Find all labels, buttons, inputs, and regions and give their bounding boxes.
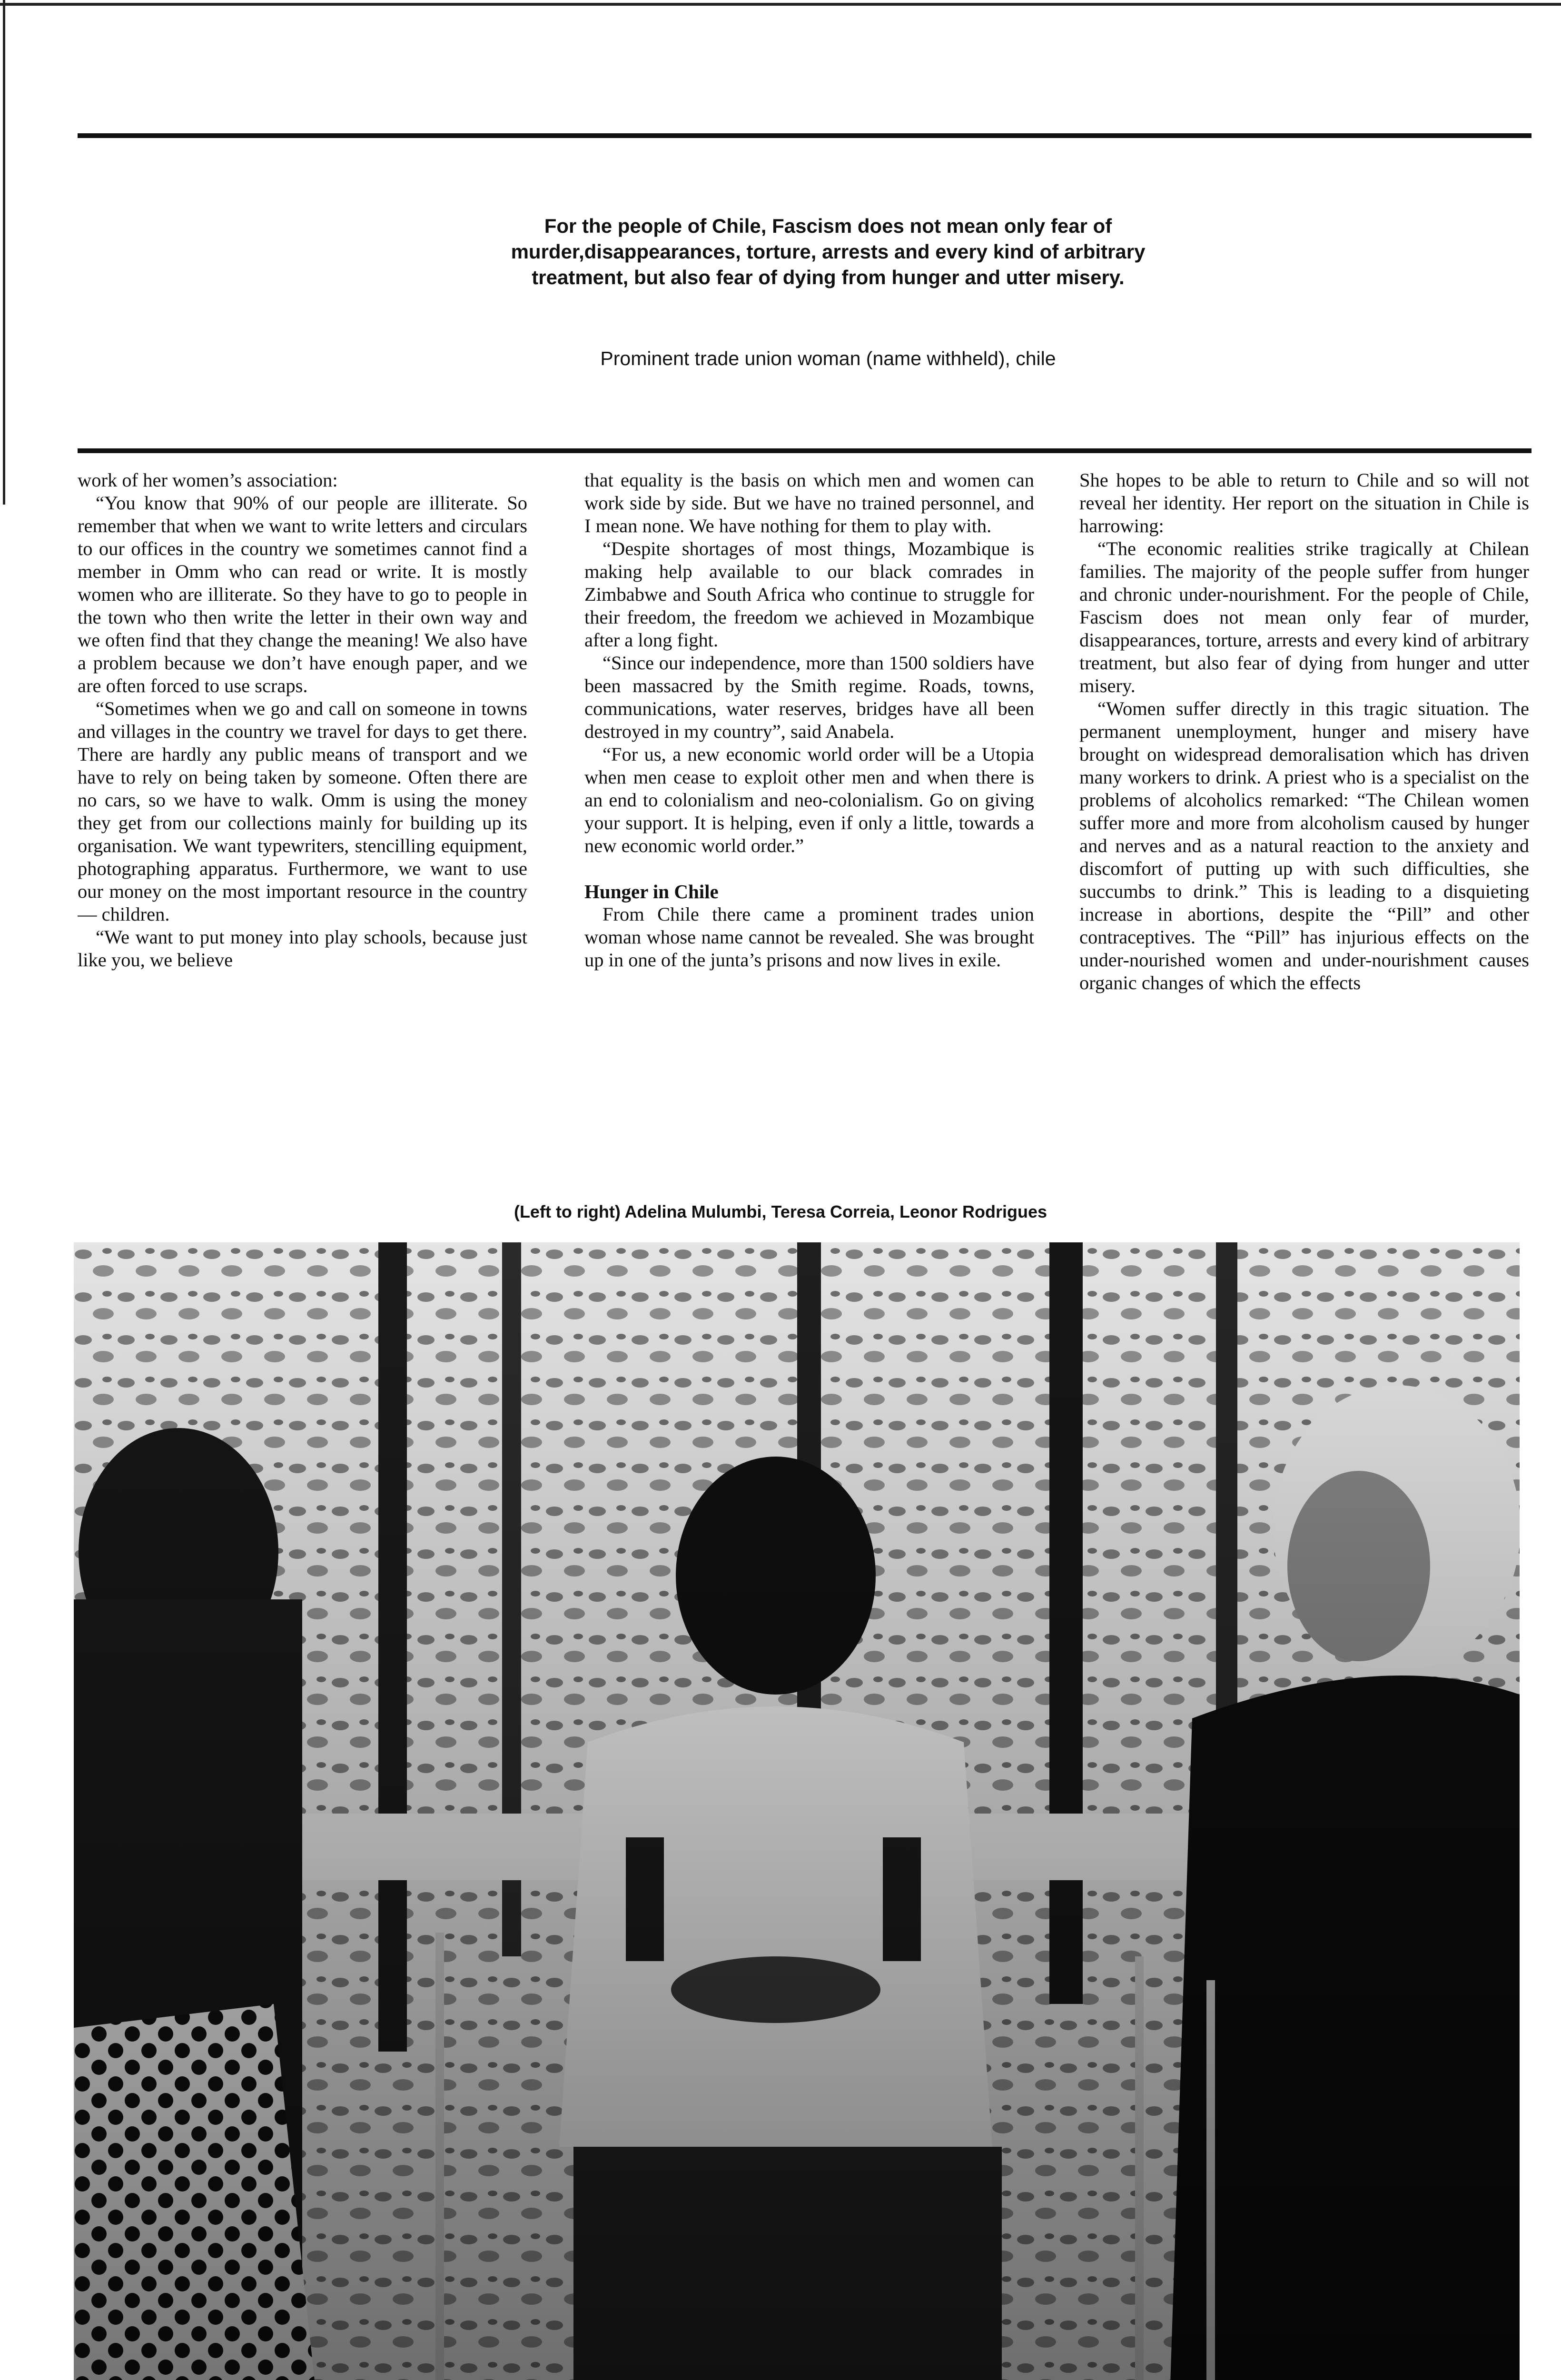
- section-heading: Hunger in Chile: [584, 881, 719, 902]
- paragraph: that equality is the basis on which men and women can work side by side. But we have no trained personnel, and I mean none. We have nothing for them to play with.: [584, 469, 1034, 536]
- paragraph: “You know that 90% of our people are illiterate. So remember that when we want to write letters and circulars to our offices in the country we sometimes cannot find a member in Omm who can read or write. It is mostly women who are illiterate. So they have to go to people in the town who then write the letter in their own way and we often find that they change the meaning! We also have a problem because we don’t have enough paper, and we are often forced to use scraps.: [78, 492, 527, 696]
- article-column-1: [78, 469, 527, 1192]
- paragraph: “For us, a new economic world order will be a Utopia when men cease to exploit other men and when there is an end to colonialism and neo-colonialism. Go on giving your support. It is helping, even if only a little, towards a new economic world order.”: [584, 744, 1034, 856]
- page-top-edge: [0, 3, 1561, 6]
- pull-quote: For the people of Chile, Fascism does not mean only fear of murder,disappearances, torture, arrests and every kind of arbitrary treatment, but also fear of dying from hunger and utter misery.: [511, 215, 1146, 288]
- photo-graphic: [74, 1242, 1520, 2380]
- article-column-3: [1079, 469, 1529, 1192]
- photo: [74, 1242, 1520, 2380]
- paragraph: She hopes to be able to return to Chile and so will not reveal her identity. Her report on the situation in Chile is harrowing:: [1079, 469, 1529, 536]
- paragraph: “Since our independence, more than 1500 soldiers have been massacred by the Smith regime. Roads, towns, communications, water reserves, bridges have all been destroyed in my country”, said Anabela.: [584, 652, 1034, 742]
- section-rule: [78, 448, 1531, 453]
- paragraph: “Sometimes when we go and call on someone in towns and villages in the country we travel for days to get there. There are hardly any public means of transport and we have to rely on being taken by someone. Often there are no cars, so we have to walk. Omm is using the money they get from our collections mainly for building up its organisation. We want typewriters, stencilling equipment, photographing apparatus. Furthermore, we want to use our money on the most important resource in the country — children.: [78, 698, 527, 925]
- paragraph: From Chile there came a prominent trades union woman whose name cannot be revealed. She was brought up in one of the junta’s prisons and now lives in exile.: [584, 903, 1034, 971]
- paragraph: “Despite shortages of most things, Mozambique is making help available to our black comrades in Zimbabwe and South Africa who continue to struggle for their freedom, the freedom we achieved in Mozambique after a long fight.: [584, 538, 1034, 651]
- paragraph: “We want to put money into play schools, because just like you, we believe: [78, 926, 527, 971]
- top-rule: [78, 133, 1531, 138]
- photo-caption: (Left to right) Adelina Mulumbi, Teresa Correia, Leonor Rodrigues: [514, 1202, 1047, 1221]
- paragraph: work of her women’s association:: [78, 469, 338, 491]
- page-left-edge: [3, 0, 5, 505]
- paragraph: “Women suffer directly in this tragic situation. The permanent unemployment, hunger and misery have brought on widespread demoralisation which has driven many workers to drink. A priest who is a specialist on the problems of alcoholics remarked: “The Chilean women suffer more and more from alcoholism caused by hunger and nerves and as a natural reaction to the anxiety and discomfort of putting up with such difficulties, she succumbs to drink.” This is leading to a disquieting increase in abortions, despite the “Pill” and other contraceptives. The “Pill” has injurious effects on the under-nourished women and under-nourishment causes organic changes of which the effects: [1079, 698, 1529, 993]
- paragraph: “The economic realities strike tragically at Chilean families. The majority of the people suffer from hunger and chronic under-nourishment. For the people of Chile, Fascism does not mean only fear of murder, disappearances, torture, arrests and every kind of arbitrary treatment, but also fear of dying from hunger and utter misery.: [1079, 538, 1529, 696]
- article-column-2: [584, 469, 1034, 1192]
- pull-quote-attribution: Prominent trade union woman (name withheld), chile: [600, 347, 1056, 369]
